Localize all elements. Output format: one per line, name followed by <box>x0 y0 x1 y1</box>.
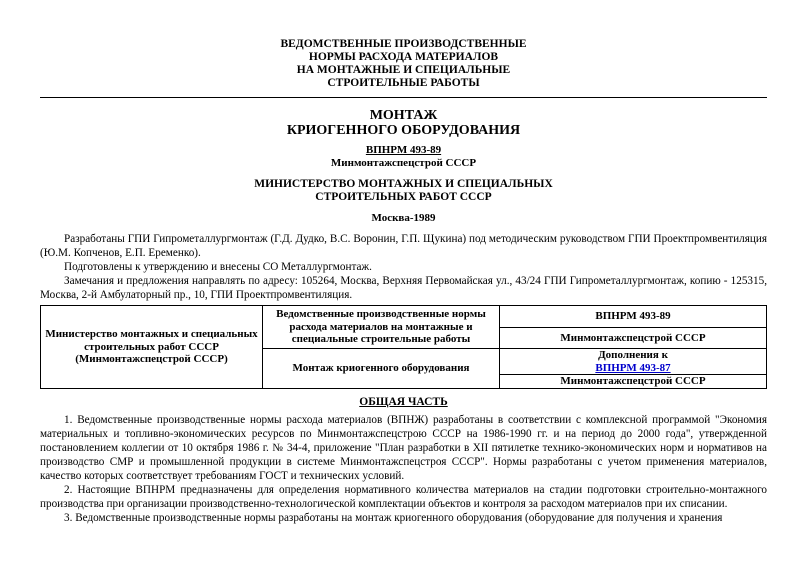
title-line-2: КРИОГЕННОГО ОБОРУДОВАНИЯ <box>286 123 521 138</box>
table-norms-cell: Ведомственные производственные нормы расхода материалов на монтажные и специальные строительные работы <box>263 306 500 349</box>
organization: Минмонтажспецстрой СССР <box>330 157 477 169</box>
header-line-4: СТРОИТЕЛЬНЫЕ РАБОТЫ <box>327 77 480 89</box>
header-divider <box>40 97 767 98</box>
table-org-cell-2: Минмонтажспецстрой СССР <box>500 375 767 389</box>
document-header <box>40 0 767 90</box>
ministry-name <box>40 178 767 204</box>
ministry-line-1: МИНИСТЕРСТВО МОНТАЖНЫХ И СПЕЦИАЛЬНЫХ <box>254 178 553 190</box>
table-ministry-cell: Министерство монтажных и специальных строительных работ СССР (Минмонтажспецстрой СССР) <box>41 306 263 389</box>
intro-paragraph-prepared: Подготовлены к утверждению и внесены СО Металлургмонтаж. <box>64 261 372 273</box>
table-subject-cell: Монтаж криогенного оборудования <box>263 349 500 389</box>
intro-paragraph-developers: Разработаны ГПИ Гипрометаллургмонтаж (Г.Д. Дудко, В.С. Воронин, Г.П. Щукина) под методическим руководством ГПИ Проектпромвентиляция (Ю.М. Копченов, Е.П. Еременко). <box>40 233 767 259</box>
body-paragraph-2: 2. Настоящие ВПНРМ предназначены для определения нормативного количества материалов на стадии подготовки строительно-монтажного производства при организации производственно-технологической комплектации объектов и контроля за расходом материалов при их списании. <box>40 484 767 510</box>
addition-link[interactable]: ВПНРМ 493-87 <box>595 361 671 374</box>
body-section <box>40 413 767 525</box>
body-paragraph-3: 3. Ведомственные производственные нормы разработаны на монтаж криогенного оборудования (оборудование для получения и хранения <box>64 512 723 524</box>
table-code-cell: ВПНРМ 493-89 <box>500 306 767 328</box>
document-code: ВПНРМ 493-89 <box>365 144 442 156</box>
section-title: ОБЩАЯ ЧАСТЬ <box>359 396 448 408</box>
city-year: Москва-1989 <box>371 212 436 224</box>
document-title <box>40 108 767 138</box>
header-line-2: НОРМЫ РАСХОДА МАТЕРИАЛОВ <box>308 51 499 63</box>
intro-section <box>40 232 767 302</box>
addition-label: Дополнения к <box>598 349 668 361</box>
header-line-1: ВЕДОМСТВЕННЫЕ ПРОИЗВОДСТВЕННЫЕ <box>280 38 527 50</box>
title-line-1: МОНТАЖ <box>369 108 438 123</box>
body-paragraph-1: 1. Ведомственные производственные нормы расхода материалов (ВПНЖ) разработаны в соответствии с комплексной программой "Экономия материальных и топливно-экономических ресурсов по Минмонтажспецстрою СССР на 1986-1990 гг. и на период до 2000 года", утвержденной постановлением коллегии от 10 октября 1986 г. № 34-4, приложение "План разработки в XII пятилетке технико-экономических норм и нормативов на производство СМР и промышленной продукции в системе Минмонтажспецстроя СССР". Нормы разработаны с учетом применения материалов, качество которых соответствует требованиям ГОСТ и технических условий. <box>40 414 767 482</box>
table-org-cell-1: Минмонтажспецстрой СССР <box>500 328 767 349</box>
ministry-line-2: СТРОИТЕЛЬНЫХ РАБОТ СССР <box>315 191 492 203</box>
info-table <box>40 305 767 389</box>
header-line-3: НА МОНТАЖНЫЕ И СПЕЦИАЛЬНЫЕ <box>296 64 511 76</box>
intro-paragraph-address: Замечания и предложения направлять по адресу: 105264, Москва, Верхняя Первомайская ул., 43/24 ГПИ Гипрометаллургмонтаж, копию - 125315, Москва, 2-й Амбулаторный пр., 10, ГПИ Проектпромвентиляция. <box>40 275 767 301</box>
table-addition-cell <box>500 349 767 375</box>
